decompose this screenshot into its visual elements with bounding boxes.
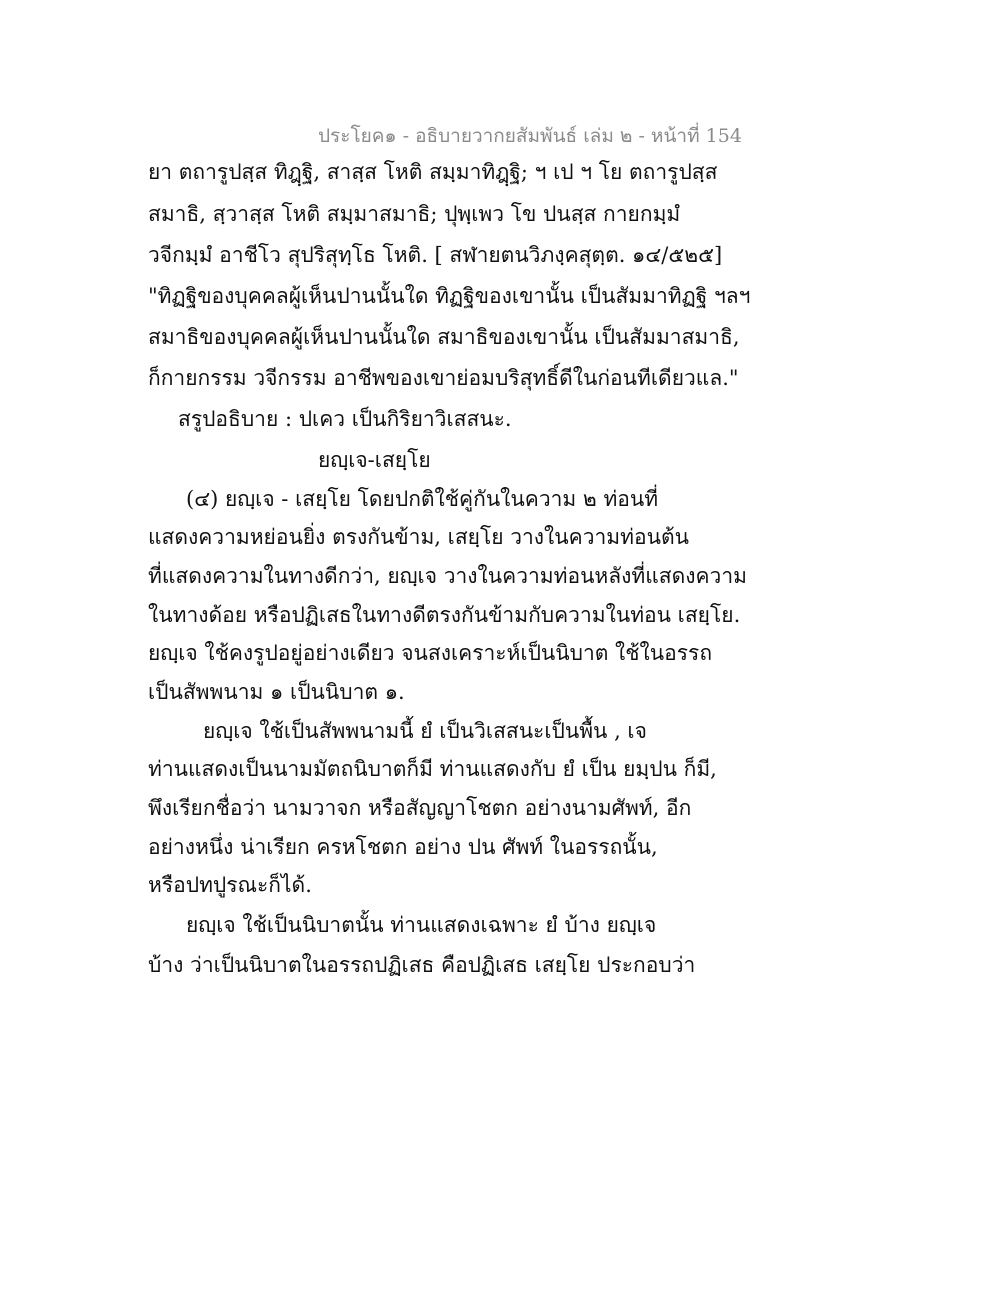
text-line: สมาธิ, สฺวาสฺส โหติ สมฺมาสมาธิ; ปุพฺเพว โข ปนสฺส กายกมฺมํ	[148, 202, 681, 226]
text-line: เป็นสัพพนาม ๑ เป็นนิบาต ๑.	[148, 680, 405, 704]
text-line: ยญฺเจ ใช้คงรูปอยู่อย่างเดียว จนสงเคราะห์เป็นนิบาต ใช้ในอรรถ	[148, 641, 713, 665]
text-line: ที่แสดงความในทางดีกว่า, ยญฺเจ วางในความท่อนหลังที่แสดงความ	[148, 564, 747, 588]
text-line: อย่างหนึ่ง น่าเรียก ครหโชตก อย่าง ปน ศัพท์ ในอรรถนั้น,	[148, 835, 658, 859]
text-line: ท่านแสดงเป็นนามมัตถนิบาตก็มี ท่านแสดงกับ ยํ เป็น ยมฺปน ก็มี,	[148, 757, 717, 781]
text-line: สมาธิของบุคคลผู้เห็นปานนั้นใด สมาธิของเขานั้น เป็นสัมมาสมาธิ,	[148, 325, 740, 349]
text-line: พึงเรียกชื่อว่า นามวาจก หรือสัญญาโชตก อย่างนามศัพท์, อีก	[148, 796, 692, 820]
running-head: ประโยค๑ - อธิบายวากยสัมพันธ์ เล่ม ๒ - หน้าที่ 154	[318, 125, 742, 147]
text-line: แสดงความหย่อนยิ่ง ตรงกันข้าม, เสยฺโย วางในความท่อนต้น	[148, 525, 689, 549]
text-line: วจีกมฺมํ อาชีโว สุปริสุทฺโธ โหติ. [ สฬายตนวิภงฺคสุตฺต. ๑๔/๕๒๕]	[148, 243, 723, 267]
text-line: บ้าง ว่าเป็นนิบาตในอรรถปฏิเสธ คือปฏิเสธ เสยฺโย ประกอบว่า	[148, 953, 696, 977]
text-line: ยญฺเจ ใช้เป็นสัพพนามนี้ ยํ เป็นวิเสสนะเป็นพื้น , เจ	[203, 719, 647, 743]
text-line: "ทิฏฐิของบุคคลผู้เห็นปานนั้นใด ทิฏฐิของเขานั้น เป็นสัมมาทิฏฐิ ฯลฯ	[148, 284, 751, 308]
text-line: ยา ตถารูปสฺส ทิฎฺฐิ, สาสฺส โหติ สมฺมาทิฎฺฐิ; ฯ เป ฯ โย ตถารูปสฺส	[148, 160, 718, 184]
text-line: ก็กายกรรม วจีกรรม อาชีพของเขาย่อมบริสุทธิ์ดีในก่อนทีเดียวแล."	[148, 366, 739, 390]
text-line: (๔) ยญฺเจ - เสยฺโย โดยปกติใช้คู่กันในความ ๒ ท่อนที่	[186, 487, 659, 511]
summary-line: สรูปอธิบาย : ปเคว เป็นกิริยาวิเสสนะ.	[178, 407, 512, 431]
text-line: หรือปทปูรณะก็ได้.	[148, 873, 312, 897]
text-line: ยญฺเจ ใช้เป็นนิบาตนั้น ท่านแสดงเฉพาะ ยํ บ้าง ยญฺเจ	[186, 913, 657, 937]
section-heading: ยญฺเจ-เสยฺโย	[318, 448, 431, 472]
text-line: ในทางด้อย หรือปฏิเสธในทางดีตรงกันข้ามกับความในท่อน เสยฺโย.	[148, 603, 741, 627]
